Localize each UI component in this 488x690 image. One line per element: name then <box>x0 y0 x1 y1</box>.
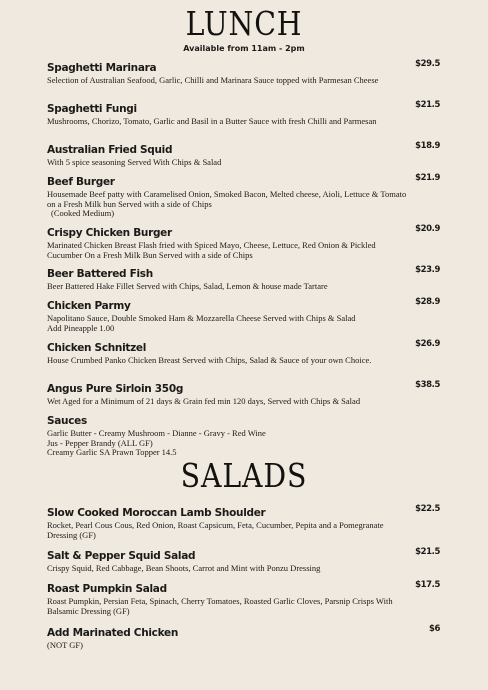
item-name: Beef Burger <box>47 176 115 188</box>
item-name: Sauces <box>47 415 87 427</box>
lunch-heading: LUNCH <box>185 4 303 43</box>
menu-item <box>47 338 440 366</box>
item-note: (Cooked Medium) <box>51 208 115 219</box>
item-name: Chicken Parmy <box>47 300 131 312</box>
item-description: Napolitano Sauce, Double Smoked Ham & Mozzarella Cheese Served with Chips & Salad <box>47 313 356 323</box>
salads-heading: SALADS <box>180 456 308 495</box>
item-name: Spaghetti Fungi <box>47 103 137 115</box>
menu-item <box>47 223 440 260</box>
item-name: Roast Pumpkin Salad <box>47 583 167 595</box>
item-price: $17.5 <box>415 580 440 590</box>
menu-item <box>47 296 440 333</box>
item-description: Selection of Australian Seafood, Garlic, Chilli and Marinara Sauce topped with Parmesan Cheese <box>47 75 379 85</box>
item-description: Crispy Squid, Red Cabbage, Bean Shoots, Carrot and Mint with Ponzu Dressing <box>47 563 321 573</box>
item-description: Housemade Beef patty with Caramelised Onion, Smoked Bacon, Melted cheese, Aioli, Lettuce & Tomato on a Fresh Milk bun Served with a side of Chips <box>47 189 407 209</box>
item-price: $21.5 <box>415 547 440 557</box>
item-description: Garlic Butter - Creamy Mushroom - Dianne - Gravy - Red Wine Jus - Pepper Brandy (ALL GF) <box>47 428 266 448</box>
menu-item <box>47 579 440 616</box>
item-note: Add Pineapple 1.00 <box>47 322 115 333</box>
item-name: Spaghetti Marinara <box>47 62 157 74</box>
item-price: $20.9 <box>415 224 440 234</box>
menu-item <box>47 99 440 127</box>
item-price: $22.5 <box>415 504 440 514</box>
menu-item <box>47 623 440 651</box>
item-name: Crispy Chicken Burger <box>47 227 172 239</box>
item-price: $38.5 <box>415 380 440 390</box>
item-description: Rocket, Pearl Cous Cous, Red Onion, Roast Capsicum, Feta, Cucumber, Pepita and a Pomegranate Dressing (GF) <box>47 520 384 540</box>
item-name: Chicken Schnitzel <box>47 342 147 354</box>
item-name: Salt & Pepper Squid Salad <box>47 550 196 562</box>
menu-item <box>47 58 440 86</box>
menu-item <box>47 140 440 168</box>
item-description: Mushrooms, Chorizo, Tomato, Garlic and Basil in a Butter Sauce with fresh Chilli and Parmesan <box>47 116 377 126</box>
item-name: Australian Fried Squid <box>47 144 173 156</box>
item-price: $6 <box>428 624 440 634</box>
item-note: Creamy Garlic SA Prawn Topper 14.5 <box>47 447 177 458</box>
menu-item <box>47 379 440 407</box>
item-description: (NOT GF) <box>47 640 83 650</box>
item-name: Slow Cooked Moroccan Lamb Shoulder <box>47 507 266 519</box>
item-description: Marinated Chicken Breast Flash fried with Spiced Mayo, Cheese, Lettuce, Red Onion & Pickled Cucumber On a Fresh Milk Bun Served with a side of Chips <box>47 240 376 260</box>
item-price: $21.9 <box>415 173 440 183</box>
item-price: $26.9 <box>415 339 440 349</box>
menu-item <box>47 411 440 458</box>
menu-item <box>47 264 440 292</box>
item-price: $23.9 <box>415 265 440 275</box>
item-name: Angus Pure Sirloin 350g <box>47 383 184 395</box>
item-price: $29.5 <box>415 59 440 69</box>
menu-item <box>47 172 440 219</box>
item-description: With 5 spice seasoning Served With Chips & Salad <box>47 157 222 167</box>
item-name: Beer Battered Fish <box>47 268 153 280</box>
item-price: $18.9 <box>415 141 440 151</box>
item-description: Beer Battered Hake Fillet Served with Chips, Salad, Lemon & house made Tartare <box>47 281 328 291</box>
item-name: Add Marinated Chicken <box>47 627 179 639</box>
menu-item <box>47 503 440 540</box>
lunch-availability: Available from 11am - 2pm <box>183 44 305 53</box>
item-description: Roast Pumpkin, Persian Feta, Spinach, Cherry Tomatoes, Roasted Garlic Cloves, Parsnip Crisps With Balsamic Dressing (GF) <box>47 596 393 616</box>
item-description: House Crumbed Panko Chicken Breast Served with Chips, Salad & Sauce of your own Choice. <box>47 355 372 365</box>
item-price: $28.9 <box>415 297 440 307</box>
menu-item <box>47 546 440 574</box>
item-price: $21.5 <box>415 100 440 110</box>
item-description: Wet Aged for a Minimum of 21 days & Grain fed min 120 days, Served with Chips & Salad <box>47 396 361 406</box>
